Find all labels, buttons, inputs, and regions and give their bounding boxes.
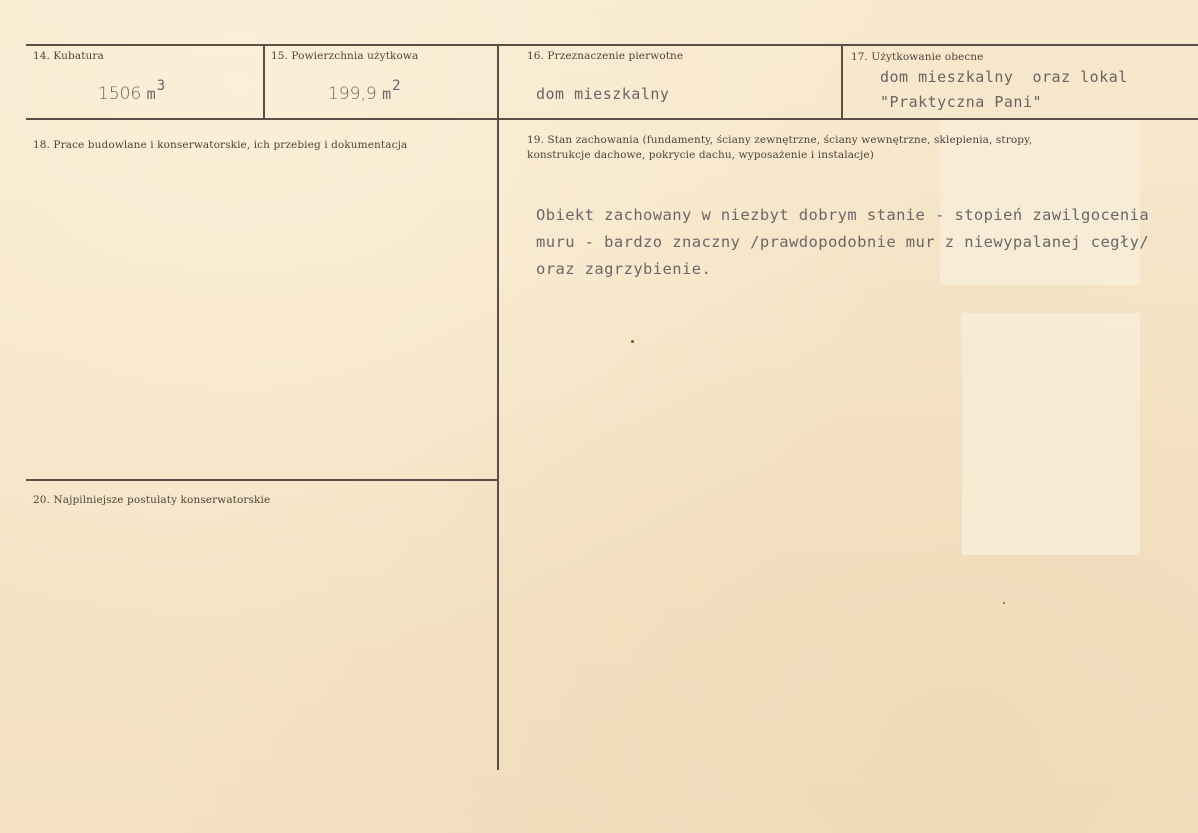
field-18-label: 18. Prace budowlane i konserwatorskie, ich przebieg i dokumentacja xyxy=(33,139,408,151)
field-15-unit-text: m xyxy=(382,85,392,103)
field-17-value-line-2: "Praktyczna Pani" xyxy=(880,93,1043,111)
field-14-number: 1506 xyxy=(98,84,142,104)
paper-stain xyxy=(962,313,1140,555)
field-16-label: 16. Przeznaczenie pierwotne xyxy=(527,50,684,62)
section-18-20-divider xyxy=(26,479,498,481)
field-15-label: 15. Powierzchnia użytkowa xyxy=(271,50,419,62)
field-15-unit xyxy=(382,78,401,103)
paper-speck xyxy=(631,340,634,343)
field-19-text xyxy=(536,202,1149,283)
field-17-value-line-1: dom mieszkalny oraz lokal xyxy=(880,68,1128,86)
field-14-exponent: 3 xyxy=(156,78,166,94)
field-15-exponent: 2 xyxy=(392,78,401,94)
field-16-value: dom mieszkalny xyxy=(536,85,670,103)
main-column-divider xyxy=(497,44,499,770)
field-19-text-line-2: muru - bardzo znaczny /prawdopodobnie mur z niewypalanej cegły/ xyxy=(536,233,1150,251)
header-row-rule xyxy=(26,118,1198,120)
field-14-label: 14. Kubatura xyxy=(33,50,104,62)
field-19-label-line-1: 19. Stan zachowania (fundamenty, ściany zewnętrzne, ściany wewnętrzne, sklepienia, stropy, xyxy=(527,134,1033,146)
field-14-unit xyxy=(146,78,166,103)
field-19-label-line-2: konstrukcje dachowe, pokrycie dachu, wyposażenie i instalacje) xyxy=(527,149,874,161)
field-14-unit-text: m xyxy=(146,85,156,103)
paper-speck xyxy=(1003,602,1005,604)
top-rule xyxy=(26,44,1198,46)
divider-14-15 xyxy=(263,44,265,118)
field-20-label: 20. Najpilniejsze postulaty konserwatorskie xyxy=(33,494,271,506)
field-14-value xyxy=(98,78,166,104)
field-15-number: 199,9 xyxy=(328,84,377,104)
field-17-label: 17. Użytkowanie obecne xyxy=(851,51,984,63)
field-15-value xyxy=(328,78,401,104)
divider-16-17 xyxy=(841,44,843,118)
field-19-text-line-3: oraz zagrzybienie. xyxy=(536,260,712,278)
field-19-text-line-1: Obiekt zachowany w niezbyt dobrym stanie - stopień zawilgocenia xyxy=(536,206,1150,224)
